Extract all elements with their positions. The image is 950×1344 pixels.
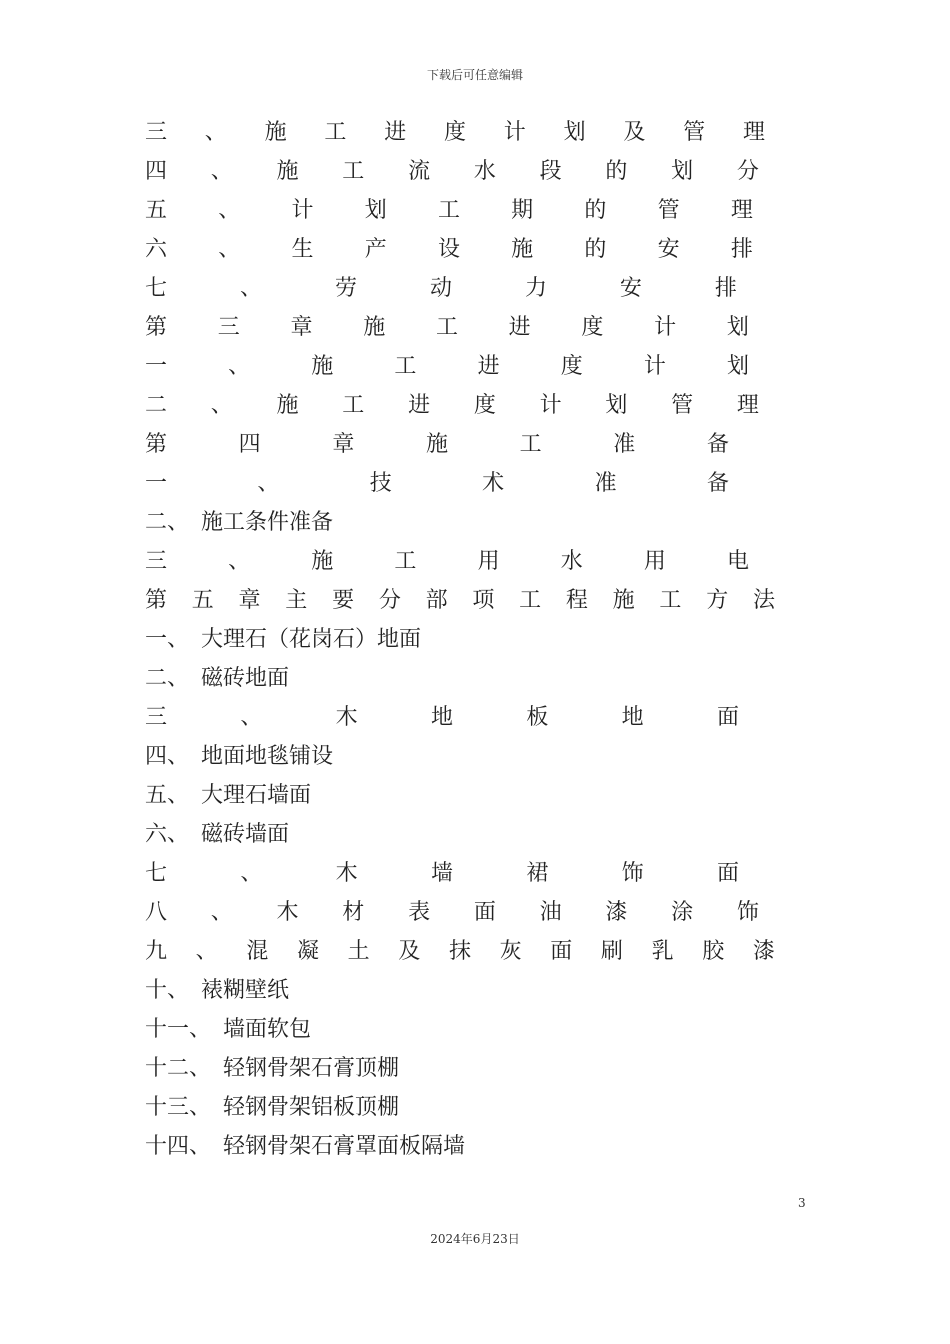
toc-char: 、 bbox=[210, 159, 233, 184]
toc-char: 一 bbox=[145, 354, 168, 379]
toc-title: 施工条件准备 bbox=[201, 510, 334, 535]
toc-char: 排 bbox=[730, 237, 753, 262]
toc-line bbox=[145, 776, 775, 815]
toc-char: 工 bbox=[519, 432, 542, 457]
toc-char: 土 bbox=[347, 939, 370, 964]
toc-char: 劳 bbox=[334, 276, 357, 301]
toc-char: 、 bbox=[210, 900, 233, 925]
toc-char: 管 bbox=[671, 393, 694, 418]
toc-char: 混 bbox=[246, 939, 269, 964]
toc-char: 、 bbox=[240, 705, 263, 730]
toc-char: 胶 bbox=[702, 939, 725, 964]
toc-number: 十四、 bbox=[145, 1134, 212, 1159]
toc-char: 九 bbox=[145, 939, 168, 964]
toc-char: 八 bbox=[145, 900, 168, 925]
toc-title: 大理石墙面 bbox=[201, 783, 312, 808]
toc-char: 方 bbox=[706, 588, 729, 613]
toc-char: 的 bbox=[584, 237, 607, 262]
toc-char: 面 bbox=[716, 705, 739, 730]
toc-line bbox=[145, 854, 739, 893]
toc-char: 法 bbox=[752, 588, 775, 613]
toc-char: 面 bbox=[473, 900, 496, 925]
toc-char: 工 bbox=[659, 588, 682, 613]
page-footer-date: 2024年6月23日 bbox=[430, 1232, 520, 1246]
toc-char: 板 bbox=[526, 705, 549, 730]
toc-line bbox=[145, 1049, 775, 1088]
toc-char: 项 bbox=[472, 588, 495, 613]
toc-char: 期 bbox=[511, 198, 534, 223]
toc-char: 术 bbox=[482, 471, 505, 496]
toc-char: 漆 bbox=[752, 939, 775, 964]
toc-char: 技 bbox=[369, 471, 392, 496]
toc-number: 十一、 bbox=[145, 1017, 212, 1042]
toc-char: 备 bbox=[706, 471, 729, 496]
toc-char: 、 bbox=[257, 471, 280, 496]
toc-char: 木 bbox=[335, 861, 358, 886]
toc-char: 施 bbox=[264, 120, 287, 145]
toc-char: 灰 bbox=[499, 939, 522, 964]
toc-char: 面 bbox=[716, 861, 739, 886]
toc-char: 及 bbox=[623, 120, 646, 145]
toc-char: 电 bbox=[726, 549, 749, 574]
toc-char: 管 bbox=[657, 198, 680, 223]
toc-char: 、 bbox=[210, 393, 233, 418]
table-of-contents bbox=[145, 113, 775, 1166]
toc-char: 工 bbox=[342, 159, 365, 184]
toc-char: 裙 bbox=[526, 861, 549, 886]
toc-char: 墙 bbox=[430, 861, 453, 886]
toc-char: 、 bbox=[204, 120, 227, 145]
page-header: 下载后可任意编辑 bbox=[426, 68, 523, 82]
toc-char: 工 bbox=[437, 198, 460, 223]
toc-char: 表 bbox=[408, 900, 431, 925]
toc-title: 磁砖墙面 bbox=[201, 822, 290, 847]
toc-char: 段 bbox=[539, 159, 562, 184]
toc-char: 计 bbox=[654, 315, 677, 340]
toc-char: 分 bbox=[736, 159, 759, 184]
toc-char: 划 bbox=[605, 393, 628, 418]
toc-title: 磁砖地面 bbox=[201, 666, 290, 691]
toc-line bbox=[145, 581, 775, 620]
toc-char: 流 bbox=[408, 159, 431, 184]
toc-char: 安 bbox=[619, 276, 642, 301]
toc-char: 用 bbox=[477, 549, 500, 574]
toc-char: 准 bbox=[613, 432, 636, 457]
toc-char: 划 bbox=[726, 315, 749, 340]
toc-line bbox=[145, 620, 775, 659]
toc-line bbox=[145, 737, 775, 776]
toc-char: 主 bbox=[285, 588, 308, 613]
toc-title: 地面地毯铺设 bbox=[201, 744, 334, 769]
toc-char: 的 bbox=[605, 159, 628, 184]
toc-line bbox=[145, 308, 749, 347]
toc-char: 抹 bbox=[448, 939, 471, 964]
toc-char: 进 bbox=[408, 393, 431, 418]
toc-char: 七 bbox=[145, 276, 168, 301]
toc-char: 分 bbox=[378, 588, 401, 613]
toc-title: 轻钢骨架石膏罩面板隔墙 bbox=[223, 1134, 466, 1159]
toc-line bbox=[145, 893, 759, 932]
toc-char: 水 bbox=[473, 159, 496, 184]
toc-char: 划 bbox=[364, 198, 387, 223]
toc-char: 施 bbox=[311, 549, 334, 574]
toc-line bbox=[145, 932, 775, 971]
toc-line bbox=[145, 815, 775, 854]
toc-line bbox=[145, 971, 775, 1010]
toc-char: 第 bbox=[145, 432, 168, 457]
toc-title: 轻钢骨架铝板顶棚 bbox=[223, 1095, 400, 1120]
toc-char: 工 bbox=[435, 315, 458, 340]
toc-char: 木 bbox=[335, 705, 358, 730]
toc-number: 二、 bbox=[145, 666, 190, 691]
toc-line bbox=[145, 464, 729, 503]
toc-number: 六、 bbox=[145, 822, 190, 847]
toc-char: 饰 bbox=[736, 900, 759, 925]
toc-number: 十、 bbox=[145, 978, 190, 1003]
toc-line bbox=[145, 1127, 775, 1166]
toc-char: 安 bbox=[657, 237, 680, 262]
toc-char: 、 bbox=[218, 198, 241, 223]
toc-char: 度 bbox=[473, 393, 496, 418]
toc-char: 三 bbox=[145, 549, 168, 574]
toc-line bbox=[145, 113, 765, 152]
toc-char: 施 bbox=[276, 159, 299, 184]
toc-char: 度 bbox=[443, 120, 466, 145]
toc-char: 工 bbox=[394, 354, 417, 379]
toc-char: 六 bbox=[145, 237, 168, 262]
toc-char: 章 bbox=[290, 315, 313, 340]
toc-char: 、 bbox=[228, 354, 251, 379]
toc-char: 施 bbox=[363, 315, 386, 340]
toc-char: 工 bbox=[519, 588, 542, 613]
toc-line bbox=[145, 659, 775, 698]
toc-char: 刷 bbox=[600, 939, 623, 964]
toc-char: 理 bbox=[730, 198, 753, 223]
toc-char: 二 bbox=[145, 393, 168, 418]
toc-char: 动 bbox=[429, 276, 452, 301]
toc-char: 材 bbox=[342, 900, 365, 925]
toc-char: 四 bbox=[238, 432, 261, 457]
toc-char: 的 bbox=[584, 198, 607, 223]
toc-char: 七 bbox=[145, 861, 168, 886]
toc-line bbox=[145, 425, 729, 464]
toc-line bbox=[145, 386, 759, 425]
toc-char: 三 bbox=[145, 705, 168, 730]
toc-char: 水 bbox=[560, 549, 583, 574]
toc-char: 进 bbox=[477, 354, 500, 379]
toc-char: 理 bbox=[736, 393, 759, 418]
toc-char: 三 bbox=[217, 315, 240, 340]
toc-char: 、 bbox=[195, 939, 218, 964]
toc-char: 施 bbox=[511, 237, 534, 262]
toc-title: 墙面软包 bbox=[223, 1017, 312, 1042]
toc-char: 、 bbox=[218, 237, 241, 262]
toc-char: 理 bbox=[742, 120, 765, 145]
toc-title: 裱糊壁纸 bbox=[201, 978, 290, 1003]
toc-char: 管 bbox=[683, 120, 706, 145]
toc-char: 第 bbox=[145, 315, 168, 340]
toc-line bbox=[145, 542, 749, 581]
toc-char: 进 bbox=[508, 315, 531, 340]
toc-char: 生 bbox=[291, 237, 314, 262]
toc-char: 三 bbox=[145, 120, 168, 145]
toc-char: 木 bbox=[276, 900, 299, 925]
toc-char: 面 bbox=[550, 939, 573, 964]
toc-title: 大理石（花岗石）地面 bbox=[201, 627, 422, 652]
toc-char: 度 bbox=[581, 315, 604, 340]
toc-char: 章 bbox=[332, 432, 355, 457]
toc-line bbox=[145, 269, 737, 308]
toc-title: 轻钢骨架石膏顶棚 bbox=[223, 1056, 400, 1081]
toc-number: 四、 bbox=[145, 744, 190, 769]
toc-char: 、 bbox=[240, 861, 263, 886]
toc-number: 二、 bbox=[145, 510, 190, 535]
toc-number: 十三、 bbox=[145, 1095, 212, 1120]
toc-line bbox=[145, 503, 775, 542]
toc-char: 备 bbox=[706, 432, 729, 457]
toc-char: 工 bbox=[324, 120, 347, 145]
toc-line bbox=[145, 1010, 775, 1049]
toc-char: 漆 bbox=[605, 900, 628, 925]
toc-char: 地 bbox=[430, 705, 453, 730]
toc-char: 饰 bbox=[621, 861, 644, 886]
toc-char: 乳 bbox=[651, 939, 674, 964]
toc-line bbox=[145, 1088, 775, 1127]
toc-char: 力 bbox=[524, 276, 547, 301]
toc-char: 地 bbox=[621, 705, 644, 730]
toc-char: 、 bbox=[239, 276, 262, 301]
toc-char: 进 bbox=[384, 120, 407, 145]
toc-char: 划 bbox=[726, 354, 749, 379]
toc-char: 施 bbox=[311, 354, 334, 379]
toc-char: 程 bbox=[565, 588, 588, 613]
toc-char: 准 bbox=[594, 471, 617, 496]
toc-char: 部 bbox=[425, 588, 448, 613]
toc-char: 一 bbox=[145, 471, 168, 496]
toc-char: 四 bbox=[145, 159, 168, 184]
toc-char: 度 bbox=[560, 354, 583, 379]
toc-line bbox=[145, 152, 759, 191]
toc-char: 五 bbox=[191, 588, 214, 613]
toc-char: 涂 bbox=[671, 900, 694, 925]
toc-char: 施 bbox=[612, 588, 635, 613]
toc-char: 工 bbox=[394, 549, 417, 574]
toc-char: 计 bbox=[291, 198, 314, 223]
toc-number: 十二、 bbox=[145, 1056, 212, 1081]
toc-char: 计 bbox=[539, 393, 562, 418]
toc-char: 工 bbox=[342, 393, 365, 418]
toc-char: 划 bbox=[671, 159, 694, 184]
toc-char: 油 bbox=[539, 900, 562, 925]
toc-char: 设 bbox=[437, 237, 460, 262]
toc-char: 要 bbox=[332, 588, 355, 613]
toc-number: 一、 bbox=[145, 627, 190, 652]
toc-char: 用 bbox=[643, 549, 666, 574]
toc-char: 计 bbox=[503, 120, 526, 145]
toc-char: 第 bbox=[145, 588, 168, 613]
toc-char: 排 bbox=[714, 276, 737, 301]
toc-char: 施 bbox=[276, 393, 299, 418]
toc-line bbox=[145, 698, 739, 737]
toc-number: 五、 bbox=[145, 783, 190, 808]
toc-char: 划 bbox=[563, 120, 586, 145]
toc-char: 施 bbox=[425, 432, 448, 457]
toc-char: 、 bbox=[228, 549, 251, 574]
toc-line bbox=[145, 191, 753, 230]
toc-char: 五 bbox=[145, 198, 168, 223]
toc-char: 章 bbox=[238, 588, 261, 613]
page-number: 3 bbox=[798, 1196, 806, 1210]
toc-char: 产 bbox=[364, 237, 387, 262]
toc-char: 及 bbox=[398, 939, 421, 964]
toc-char: 计 bbox=[643, 354, 666, 379]
toc-line bbox=[145, 347, 749, 386]
toc-char: 凝 bbox=[296, 939, 319, 964]
toc-line bbox=[145, 230, 753, 269]
